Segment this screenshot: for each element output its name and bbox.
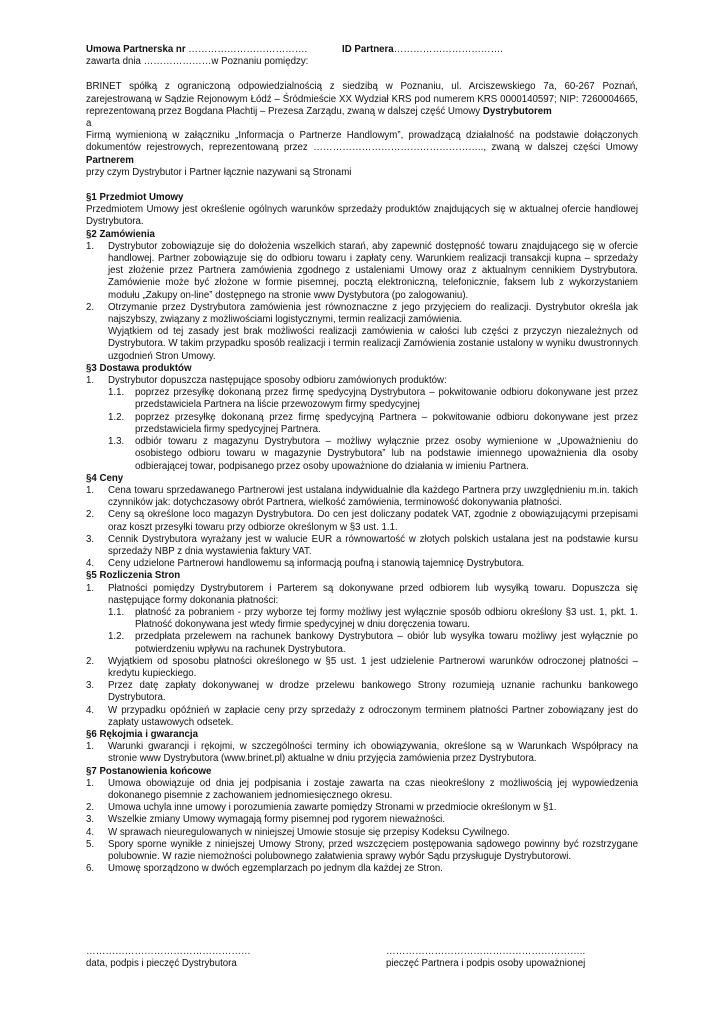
item-text: Spory sporne wynikłe z niniejszej Umowy Strony, przed wszczęciem postępowania sądowego powinny być rozstrzygane polubownie. W razie niemożności polubownego załatwienia sprawy wybór Sądu przysługuje Dystrybutorowi. bbox=[108, 838, 638, 862]
item-text: Wszelkie zmiany Umowy wymagają formy pisemnej pod rygorem nieważności. bbox=[108, 814, 446, 826]
sub-item-number: 1.2. bbox=[108, 411, 125, 423]
item-text: Ceny są określone loco magazyn Dystrybutora. Do cen jest doliczany podatek VAT, zgodnie z obowiązującymi przepisami oraz koszt przesyłki towaru przy odbiorze określonym w §3 ust. 1.1. bbox=[108, 509, 638, 533]
item-text: Dystrybutor dopuszcza następujące sposoby odbioru zamówionych produktów: bbox=[108, 375, 447, 387]
list-item bbox=[86, 558, 638, 570]
sub-list-item bbox=[108, 387, 638, 411]
partner-paragraph bbox=[86, 130, 638, 167]
list-item bbox=[86, 375, 638, 473]
list-item bbox=[86, 509, 638, 533]
parties-definition: przy czym Dystrybutor i Partner łącznie nazywani są Stronami bbox=[86, 166, 352, 178]
list-item bbox=[86, 802, 638, 814]
item-number: 4. bbox=[86, 558, 95, 570]
item-number: 1. bbox=[86, 582, 95, 594]
section-7-list bbox=[86, 778, 638, 876]
item-text: Otrzymanie przez Dystrybutora zamówienia jest równoznaczne z jego przyjęciem do realizacji. Dystrybutor określa jak najszybszy, związany z możliwościami logistycznymi, termin realizacji zamówienia. bbox=[108, 301, 638, 326]
sub-item-number: 1.1. bbox=[108, 606, 125, 618]
item-text: Umowa obowiązuje od dnia jej podpisania i zostaje zawarta na czas nieokreślony z możliwością jej wypowiedzenia dokonanego pisemnie z zachowaniem jednomiesięcznego okresu. bbox=[108, 777, 638, 801]
item-text: Umowa uchyla inne umowy i porozumienia zawarte pomiędzy Stronami w przedmiocie określonym w §1. bbox=[108, 802, 557, 814]
partner-id-dots: ……………………………. bbox=[393, 44, 503, 55]
list-item bbox=[86, 680, 638, 704]
sub-list-item bbox=[108, 412, 638, 436]
sub-list-item bbox=[108, 631, 638, 655]
and-word: a bbox=[86, 118, 92, 130]
section-3-list bbox=[86, 375, 638, 473]
agreement-number-line bbox=[86, 44, 342, 56]
list-item bbox=[86, 302, 638, 363]
partner-id-line bbox=[342, 44, 503, 56]
sub-item-number: 1.1. bbox=[108, 387, 125, 399]
list-item bbox=[86, 814, 638, 826]
partner-term: Partnerem bbox=[86, 154, 134, 166]
section-4-title: §4 Ceny bbox=[86, 472, 124, 484]
list-item bbox=[86, 485, 638, 509]
item-number: 6. bbox=[86, 863, 95, 875]
item-number: 4. bbox=[86, 704, 95, 716]
item-number: 1. bbox=[86, 240, 95, 252]
sub-item-text: poprzez przesyłkę dokonaną przez firmę spedycyjną Dystrybutora – pokwitowanie odbioru dokonywane jest przez przedstawiciela Partnera na liście przewozowym firmy spedycyjnej bbox=[135, 387, 638, 411]
partner-text: Firmą wymienioną w załączniku „Informacja o Partnerze Handlowym”, prowadzącą działalność na podstawie dołączonych dokumentów rejestrowych, reprezentowaną przez …………………………………………….., zwaną w dalszej części Umowy bbox=[86, 130, 638, 154]
section-7-title: §7 Postanowienia końcowe bbox=[86, 765, 212, 777]
section-5-list bbox=[86, 583, 638, 729]
sub-list-item bbox=[108, 436, 638, 473]
sub-item-text: poprzez przesyłkę dokonaną przez firmę spedycyjną Partnera – pokwitowanie odbioru dokonywane jest przez przedstawiciela firmy spedycyjnej Partnera. bbox=[135, 411, 638, 435]
partner-id-label: ID Partnera bbox=[342, 44, 394, 55]
item-number: 1. bbox=[86, 741, 95, 753]
sub-item-number: 1.2. bbox=[108, 631, 125, 643]
section-6-title: §6 Rękojmia i gwarancja bbox=[86, 728, 198, 740]
list-item bbox=[86, 827, 638, 839]
sub-list-item bbox=[108, 607, 638, 631]
section-2-title: §2 Zamówienia bbox=[86, 228, 155, 240]
section-5-title: §5 Rozliczenia Stron bbox=[86, 570, 181, 582]
distributor-signature-label: data, podpis i pieczęć Dystrybutora bbox=[86, 958, 237, 969]
list-item bbox=[86, 839, 638, 863]
item-text: Cena towaru sprzedawanego Partnerowi jest ustalana indywidualnie dla każdego Partnera przy uwzględnieniu m.in. takich czynników jak: dotychczasowy obrót Partnera, wielkość zamówienia, terminowość dokonywania płatności. bbox=[108, 484, 638, 509]
item-text: Ceny udzielone Partnerowi handlowemu są informacją poufną i stanowią tajemnicę Dystrybutora. bbox=[108, 558, 525, 570]
sub-item-text: odbiór towaru z magazynu Dystrybutora – możliwy wyłącznie przez osoby wymienione w „Upoważnieniu do osobistego odbioru towaru w magazynie Dystrybutora” lub na podstawie imiennego upoważnienia dla osoby odbierającej towar, podpisanego przez osoby upoważnione do działania w imieniu Partnera. bbox=[135, 436, 638, 472]
item-number: 2. bbox=[86, 802, 95, 814]
item-number: 1. bbox=[86, 777, 95, 789]
item-text: W przypadku opóźnień w zapłacie ceny przy sprzedaży z odroczonym terminem płatności Partner zobowiązany jest do zapłaty ustawowych odsetek. bbox=[108, 704, 638, 728]
list-item bbox=[86, 656, 638, 680]
item-number: 3. bbox=[86, 814, 95, 826]
contract-header bbox=[86, 44, 638, 56]
distributor-signature-line: …………………………………………… bbox=[86, 946, 251, 957]
partner-signature-label: pieczęć Partnera i podpis osoby upoważnionej bbox=[386, 958, 586, 969]
agreement-number-dots: ………………………………. bbox=[185, 44, 308, 55]
section-1-text: Przedmiotem Umowy jest określenie ogólnych warunków sprzedaży produktów znajdujących się w aktualnej ofercie handlowej Dystrybutora. bbox=[86, 204, 638, 228]
item-text: Dystrybutor zobowiązuje się do dołożenia wszelkich starań, aby zapewnić dostępność towaru znajdującego się w ofercie handlowej. Partner zobowiązuje się do odbioru towaru i zapłaty ceny. Warunkiem realizacji transakcji kupna – sprzedaży jest złożenie przez Partnera zamówienia zgodnego z ustaleniami Umowy oraz z aktualnym cennikiem Dystrybutora. Zamówienie może być złożone w formie pisemnej, pocztą elektroniczną, telefonicznie, faksem lub z wykorzystaniem modułu „Zakupy on-line” dostępnego na stronie www Dystybutora (po zalogowaniu). bbox=[108, 240, 638, 301]
partner-signature-line: …………………………………………………….. bbox=[386, 946, 586, 957]
section-3-title: §3 Dostawa produktów bbox=[86, 362, 192, 374]
list-item bbox=[86, 741, 638, 765]
distributor-paragraph bbox=[86, 81, 638, 118]
item-number: 3. bbox=[86, 680, 95, 692]
section-5-sublist bbox=[108, 607, 638, 656]
concluded-date-line: zawarta dnia …………………w Poznaniu pomiędzy: bbox=[86, 56, 309, 68]
item-number: 2. bbox=[86, 655, 95, 667]
partner-signature-block bbox=[386, 946, 585, 970]
section-1-title: §1 Przedmiot Umowy bbox=[86, 192, 184, 204]
item-text: Wyjątkiem od sposobu płatności określonego w §5 ust. 1 jest udzielenie Partnerowi warunków odroczonej płatności – kredytu kupieckiego. bbox=[108, 655, 638, 679]
item-text: W sprawach nieuregulowanych w niniejszej Umowie stosuje się przepisy Kodeksu Cywilnego. bbox=[108, 826, 510, 838]
list-item bbox=[86, 778, 638, 802]
item-number: 2. bbox=[86, 301, 95, 313]
section-4-list bbox=[86, 485, 638, 570]
item-number: 2. bbox=[86, 509, 95, 521]
section-6-list bbox=[86, 741, 638, 765]
item-number: 4. bbox=[86, 826, 95, 838]
item-number: 3. bbox=[86, 533, 95, 545]
list-item bbox=[86, 705, 638, 729]
item-text-continued: Wyjątkiem od tej zasady jest brak możliwości realizacji zamówienia w całości lub części z przyczyn niezależnych od Dystrybutora. W takim przypadku sposób realizacji i termin realizacji Zamówienia zostanie ustalony w wyniku dwustronnych uzgodnień Stron Umowy. bbox=[108, 326, 638, 362]
distributor-text: BRINET spółką z ograniczoną odpowiedzialnością z siedzibą w Poznaniu, ul. Arciszewskiego 7a, 60-267 Poznań, zarejestrowaną w Sądzie Rejonowym Łódź – Śródmieście XX Wydział KRS pod numerem KRS 0000140597; NIP: 7260004665, reprezentowaną przez Bogdana Płachtij – Prezesa Zarządu, zwaną w dalszej część Umowy bbox=[86, 81, 638, 117]
item-number: 1. bbox=[86, 375, 95, 387]
distributor-signature-block bbox=[86, 946, 251, 970]
item-text: Przez datę zapłaty dokonywanej w drodze przelewu bankowego Strony rozumieją uznanie rachunku bankowego Dystrybutora. bbox=[108, 680, 638, 704]
sub-item-number: 1.3. bbox=[108, 436, 125, 448]
sub-item-text: płatność za pobraniem - przy wyborze tej formy możliwy jest wyłącznie sposób odbioru określony §3 ust. 1, pkt. 1. Płatność dokonywana jest wtedy firmie spedycyjnej w dniu doręczenia towaru. bbox=[135, 606, 638, 631]
agreement-number-label: Umowa Partnerska nr bbox=[86, 44, 186, 55]
list-item bbox=[86, 534, 638, 558]
item-number: 1. bbox=[86, 484, 95, 496]
section-3-sublist bbox=[108, 387, 638, 472]
list-item bbox=[86, 583, 638, 656]
item-text: Cennik Dystrybutora wyrażany jest w walucie EUR a równowartość w złotych polskich ustalana jest na podstawie kursu sprzedaży NBP z dnia wystawienia faktury VAT. bbox=[108, 533, 638, 557]
item-number: 5. bbox=[86, 838, 95, 850]
distributor-term: Dystrybutorem bbox=[482, 105, 552, 117]
item-text: Płatności pomiędzy Dystrybutorem i Parterem są dokonywane przed odbiorem lub wysyłką towaru. Dopuszcza się następujące formy dokonania płatności: bbox=[108, 582, 638, 606]
list-item bbox=[86, 863, 638, 875]
list-item bbox=[86, 241, 638, 302]
sub-item-text: przedpłata przelewem na rachunek bankowy Dystrybutora – obiór lub wysyłka towaru możliwy jest wyłącznie po potwierdzeniu wpływu na rachunek Dystrybutora. bbox=[135, 631, 638, 655]
section-2-list bbox=[86, 241, 638, 363]
item-text: Umowę sporządzono w dwóch egzemplarzach po jednym dla każdej ze Stron. bbox=[108, 863, 443, 875]
item-text: Warunki gwarancji i rękojmi, w szczególności terminy ich obowiązywania, określone są w Warunkach Współpracy na stronie www Dystrybutora (www.brinet.pl) aktualne w dniu przyjęcia zamówienia przez Dystrybutora. bbox=[108, 741, 638, 765]
